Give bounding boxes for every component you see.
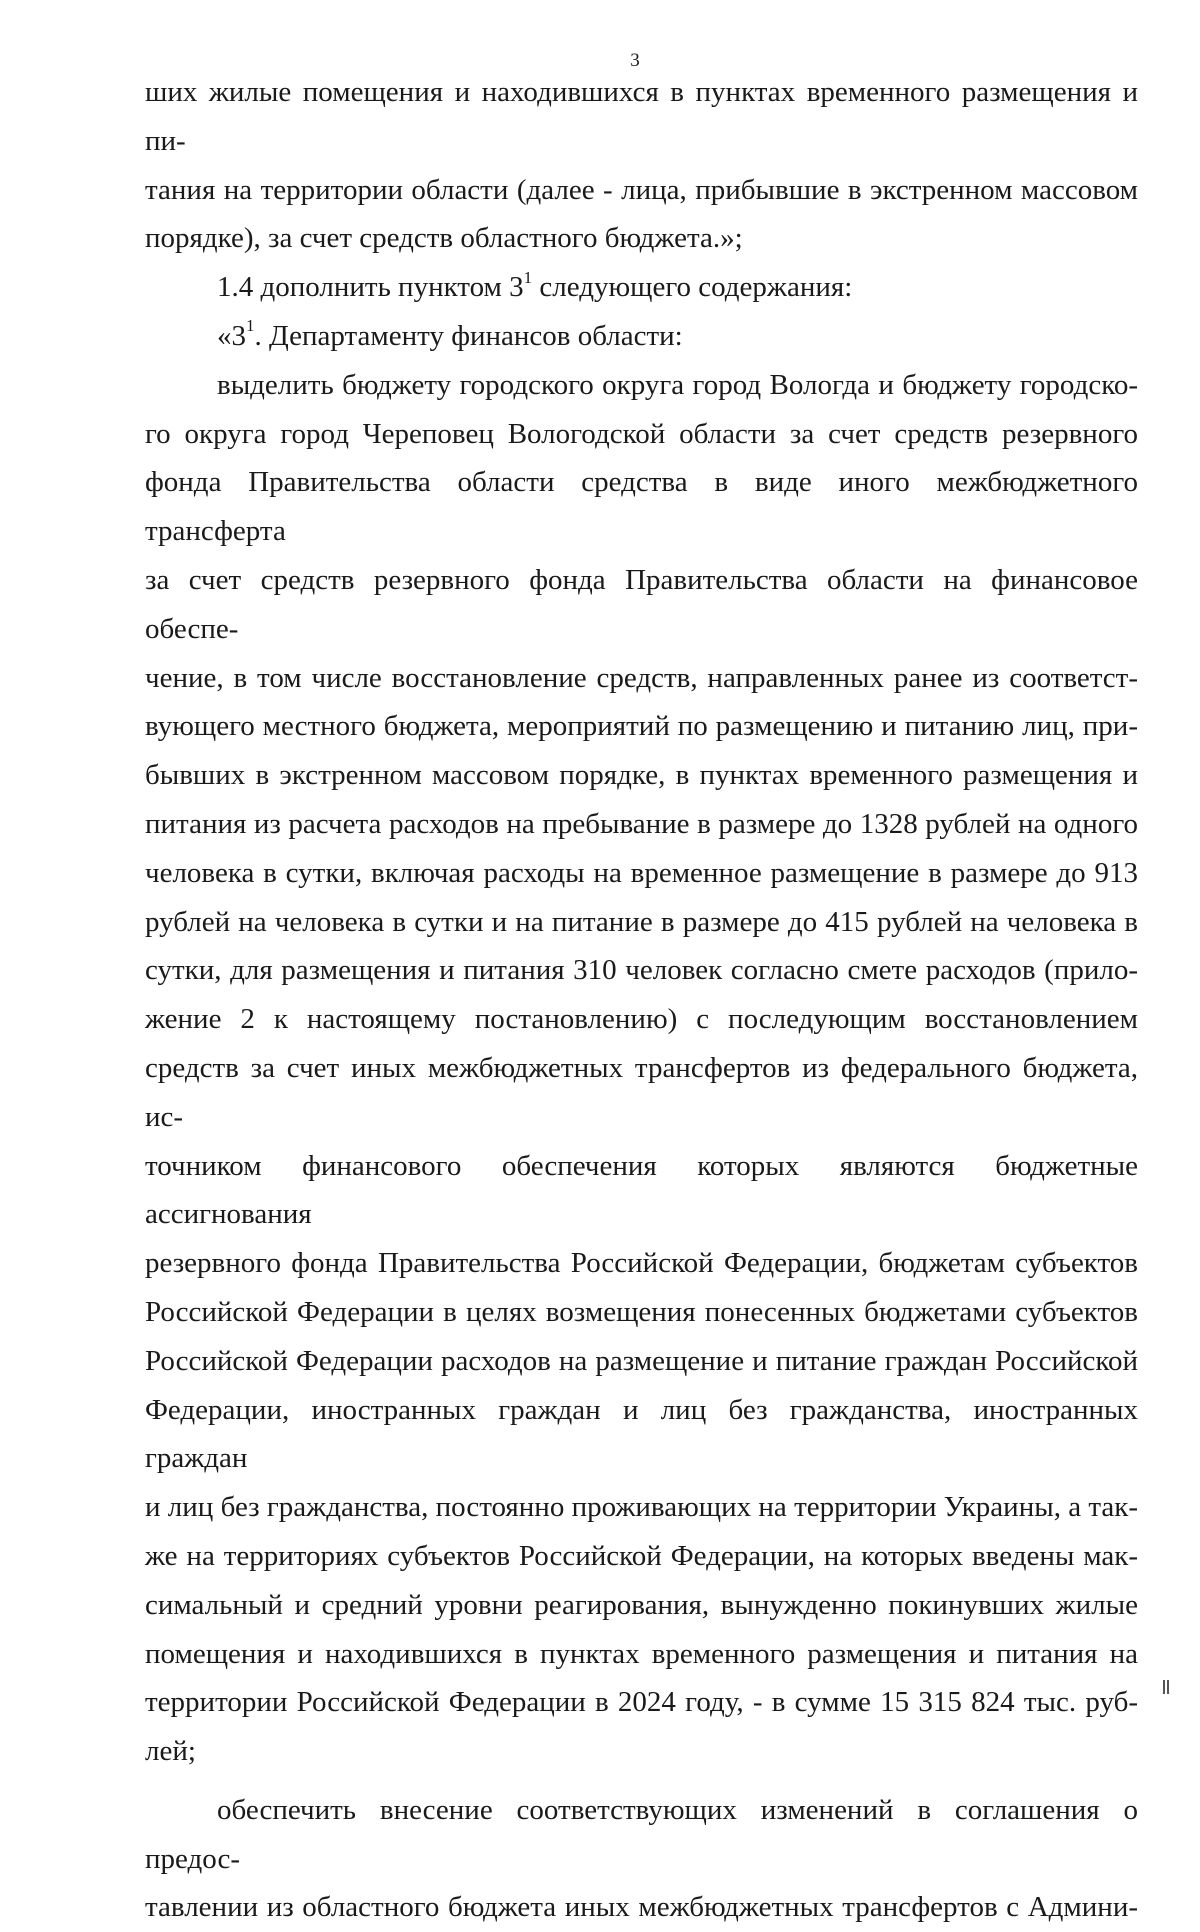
text-line: выделить бюджету городского округа город Вологда и бюджету городско- (217, 368, 1138, 401)
item-3-1-heading (145, 312, 1138, 361)
text-line: за счет средств резервного фонда Правительства области на финансовое обеспе- (145, 563, 1138, 645)
superscript: 1 (246, 316, 255, 336)
text-line: симальный и средний уровни реагирования, вынужденно покинувших жилые (145, 1588, 1138, 1621)
text-line: лей; (145, 1735, 196, 1768)
text-line: фонда Правительства области средства в виде иного межбюджетного трансферта (145, 466, 1138, 548)
superscript: 1 (523, 267, 533, 287)
text-line: бывших в экстренном массовом порядке, в пунктах временного размещения и (145, 759, 1138, 792)
item-1-4-suffix: следующего содержания: (532, 271, 853, 304)
text-line: точником финансового обеспечения которых являются бюджетные ассигнования (145, 1149, 1138, 1231)
text-line: средств за счет иных межбюджетных трансфертов из федерального бюджета, ис- (145, 1051, 1138, 1133)
text-line: Федерации, иностранных граждан и лиц без гражданства, иностранных граждан (145, 1393, 1138, 1475)
text-line: вующего местного бюджета, мероприятий по размещению и питанию лиц, при- (145, 710, 1138, 743)
paragraph-allocate (145, 361, 1138, 1776)
item-1-4 (145, 263, 1138, 312)
text-line: обеспечить внесение соответствующих изменений в соглашения о предос- (145, 1793, 1138, 1875)
document-body (145, 68, 1138, 1932)
text-line: и лиц без гражданства, постоянно проживающих на территории Украины, а так- (145, 1491, 1138, 1524)
text-line: помещения и находившихся в пунктах временного размещения и питания на (145, 1637, 1138, 1670)
text-line: чение, в том числе восстановление средств, направленных ранее из соответст- (145, 661, 1138, 694)
page-number: 3 (630, 50, 640, 71)
text-line: тания на территории области (далее - лица, прибывшие в экстренном массовом (145, 173, 1138, 206)
text-line: Российской Федерации в целях возмещения понесенных бюджетами субъектов (145, 1295, 1138, 1328)
item-3-1-prefix: «3 (217, 319, 246, 352)
text-line: питания из расчета расходов на пребывание в размере до 1328 рублей на одного (145, 807, 1138, 840)
text-line: территории Российской Федерации в 2024 году, - в сумме 15 315 824 тыс. руб- (145, 1686, 1138, 1719)
text-line: порядке), за счет средств областного бюджета.»; (145, 222, 743, 255)
text-line: рублей на человека в сутки и на питание в размере до 415 рублей на человека в (145, 905, 1138, 938)
text-line: резервного фонда Правительства Российской Федерации, бюджетам субъектов (145, 1247, 1138, 1280)
scan-mark (1163, 1680, 1169, 1694)
text-line: тавлении из областного бюджета иных межбюджетных трансфертов с Админи- (145, 1891, 1138, 1924)
text-line: жение 2 к настоящему постановлению) с последующим восстановлением (145, 1003, 1138, 1036)
text-line: же на территориях субъектов Российской Федерации, на которых введены мак- (145, 1539, 1138, 1572)
text-line: го округа город Череповец Вологодской области за счет средств резервного (145, 417, 1138, 450)
text-line: ших жилые помещения и находившихся в пунктах временного размещения и пи- (145, 76, 1138, 157)
text-line: человека в сутки, включая расходы на временное размещение в размере до 913 (145, 856, 1138, 889)
item-3-1-suffix: . Департаменту финансов области: (254, 319, 683, 352)
text-line: Российской Федерации расходов на размещение и питание граждан Российской (145, 1344, 1138, 1377)
text-line: сутки, для размещения и питания 310 человек согласно смете расходов (прило- (145, 954, 1138, 987)
paragraph-ensure (145, 1786, 1138, 1932)
item-1-4-prefix: 1.4 дополнить пунктом 3 (217, 271, 524, 304)
